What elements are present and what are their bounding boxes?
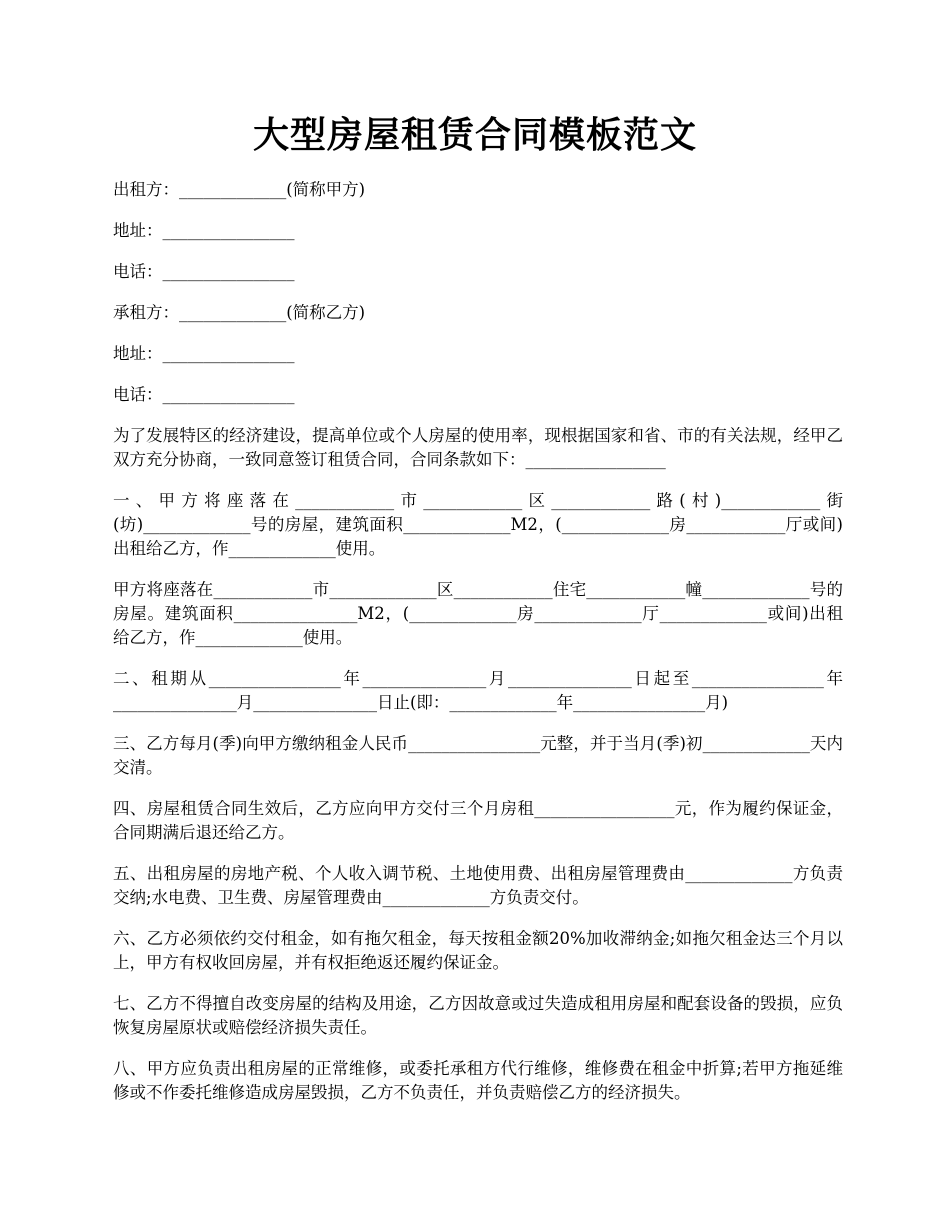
clause-6-paragraph: 六、乙方必须依约交付租金，如有拖欠租金，每天按租金额20%加收滞纳金;如拖欠租金达三个月以上，甲方有权收回房屋，并有权拒绝返还履约保证金。 bbox=[113, 929, 843, 972]
clause-8-paragraph: 八、甲方应负责出租房屋的正常维修，或委托承租方代行维修，维修费在租金中折算;若甲方拖延维修或不作委托维修造成房屋毁损，乙方不负责任，并负责赔偿乙方的经济损失。 bbox=[113, 1059, 843, 1102]
clause-4-paragraph: 四、房屋租赁合同生效后，乙方应向甲方交付三个月房租_________________元，作为履约保证金，合同期满后退还给乙方。 bbox=[113, 799, 843, 842]
clause-3-paragraph: 三、乙方每月(季)向甲方缴纳租金人民币________________元整，并于当月(季)初_____________天内交清。 bbox=[113, 734, 843, 777]
clause-1-paragraph: 一、甲方将座落在____________市____________区____________路(村)____________街(坊)_____________号的房屋，建筑面积_____________M2，(_____________房____________厅或间)出租给乙方，作_____________使用。 bbox=[113, 491, 843, 558]
preamble-paragraph: 为了发展特区的经济建设，提高单位或个人房屋的使用率，现根据国家和省、市的有关法规，经甲乙双方充分协商，一致同意签订租赁合同，合同条款如下：_________________ bbox=[113, 426, 843, 469]
lessee-name-line: 承租方：_____________(简称乙方) bbox=[113, 303, 366, 322]
lessor-address-line: 地址：________________ bbox=[113, 221, 295, 240]
clause-1-alt-paragraph: 甲方将座落在____________市_____________区____________住宅____________幢_____________号的房屋。建筑面积_______________M2，(_____________房_____________厅_____________或间)出租给乙方，作_____________使用。 bbox=[113, 580, 843, 647]
document-title: 大型房屋租赁合同模板范文 bbox=[252, 114, 697, 156]
clause-2-paragraph: 二、租期从________________年_______________月_______________日起至________________年_______________月_______________日止(即：_____________年________________月) bbox=[113, 669, 843, 712]
clause-5-paragraph: 五、出租房屋的房地产税、个人收入调节税、土地使用费、出租房屋管理费由_____________方负责交纳;水电费、卫生费、房屋管理费由_____________方负责交付。 bbox=[113, 864, 843, 907]
clause-7-paragraph: 七、乙方不得擅自改变房屋的结构及用途，乙方因故意或过失造成租用房屋和配套设备的毁损，应负恢复房屋原状或赔偿经济损失责任。 bbox=[113, 994, 843, 1037]
lessee-address-line: 地址：________________ bbox=[113, 344, 295, 363]
lessee-phone-line: 电话：________________ bbox=[113, 385, 295, 404]
document-body bbox=[113, 178, 843, 1122]
lessor-name-line: 出租方：_____________(简称甲方) bbox=[113, 180, 366, 199]
lessor-phone-line: 电话：________________ bbox=[113, 262, 295, 281]
